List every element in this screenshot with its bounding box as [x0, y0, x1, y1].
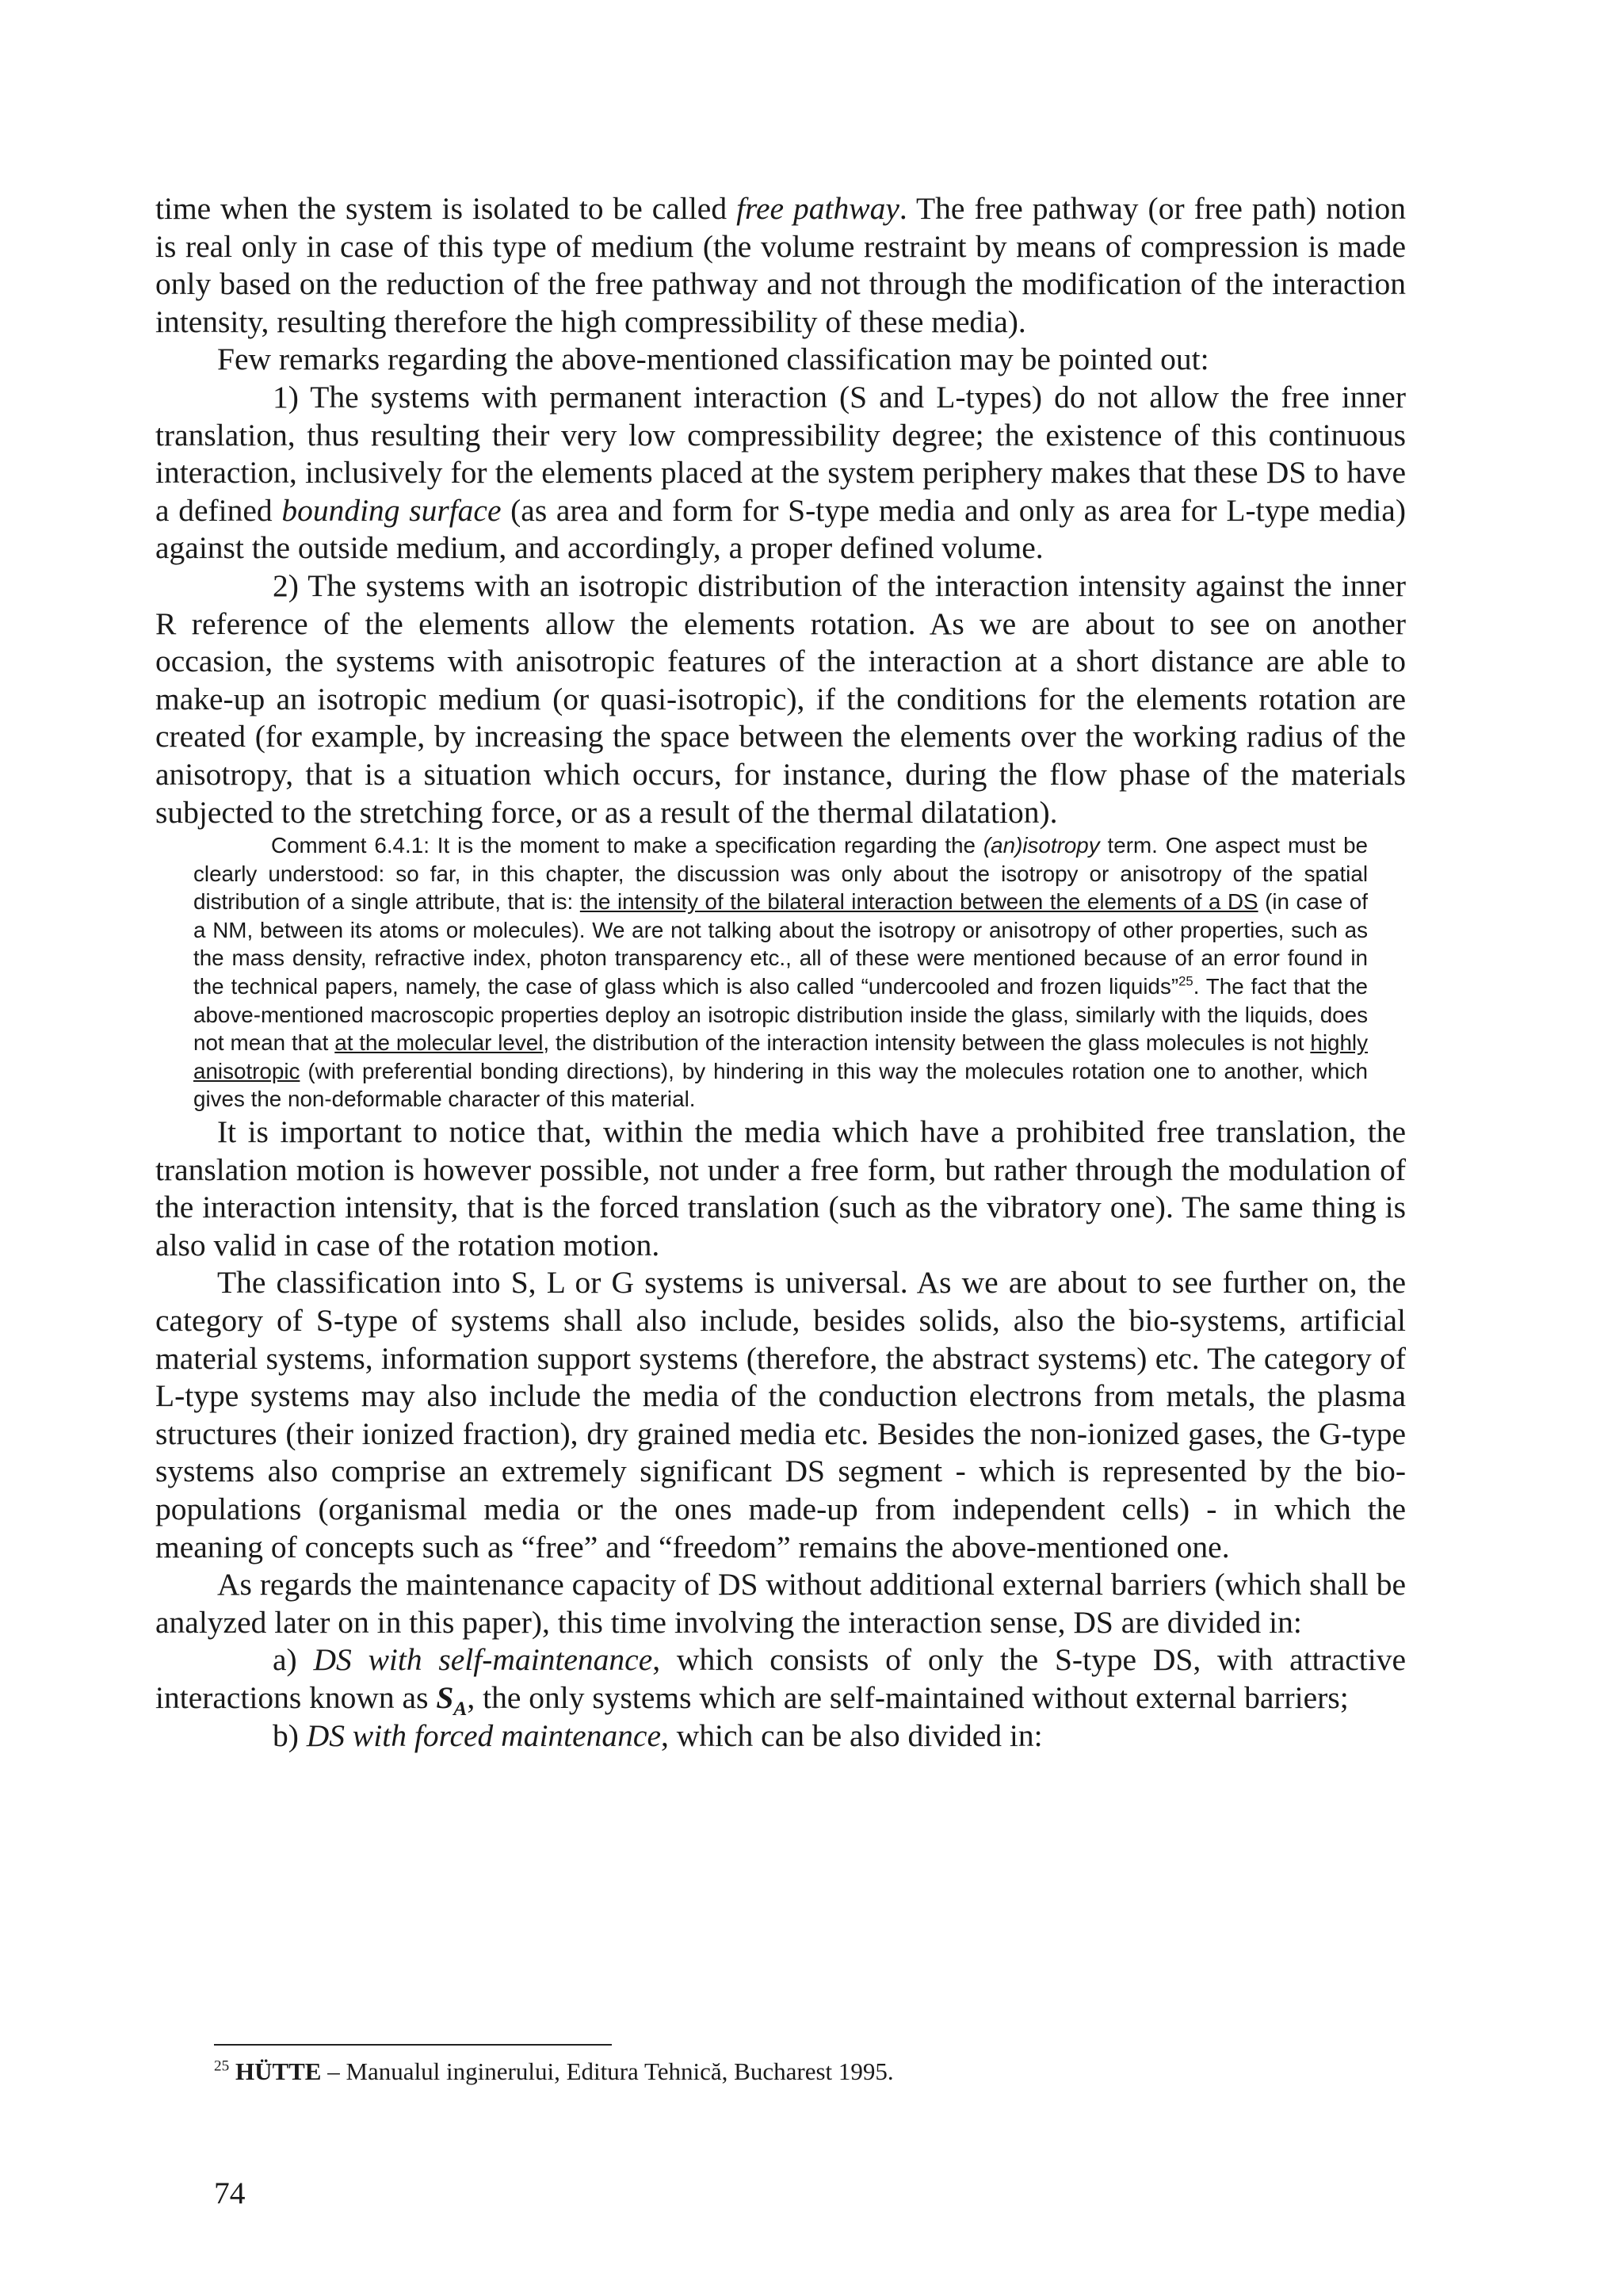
italic-term: bounding surface [281, 492, 502, 528]
page-body [155, 190, 1406, 1755]
paragraph-classification: The classification into S, L or G systems is universal. As we are about to see further on, the category of S-type of systems shall also include, besides solids, also the bio-systems, artificial material systems, information support systems (therefore, the abstract systems) etc. The category of L-type systems may also include the media of the conduction electrons from metals, the plasma structures (their ionized fraction), dry grained media etc. Besides the non-ionized gases, the G-type systems also comprise an extremely significant DS segment - which is represented by the bio-populations (organismal media or the ones made-up from independent cells) - in which the meaning of concepts such as “free” and “freedom” remains the above-mentioned one. [155, 1265, 1406, 1564]
text-run: , which consists of only the S-type DS, with attractive interactions known as [155, 1642, 1406, 1715]
text-run: . The fact that the above-mentioned macroscopic properties deploy an isotropic distribution inside the glass, similarly with the liquids, does not mean that [193, 974, 1368, 1056]
text-run: , which can be also divided in: [661, 1717, 1043, 1753]
italic-term: DS with forced maintenance [306, 1717, 661, 1753]
symbol-base: S [436, 1679, 454, 1715]
text-run: term. One aspect must be clearly understood: so far, in this chapter, the discussion was only about the isotropy or anisotropy of the spatial distribution of a single attribute, that is: [193, 833, 1368, 915]
text-run: (with preferential bonding directions), by hindering in this way the molecules rotation one to another, which gives the non-deformable character of this material. [193, 1058, 1368, 1112]
italic-term: (an)isotropy [983, 833, 1100, 858]
list-marker: b) [273, 1717, 307, 1753]
symbol-subscript: A [453, 1696, 468, 1720]
footnote-reference: 25 [1178, 973, 1193, 989]
footnote-text: – Manualul inginerului, Editura Tehnică, Bucharest 1995. [321, 2057, 894, 2085]
footnote-25 [214, 2056, 1403, 2088]
paragraph-remarks-intro: Few remarks regarding the above-mentioned classification may be pointed out: [217, 342, 1209, 377]
text-run: (as area and form for S-type media and only as area for L-type media) against the outside medium, and accordingly, a proper defined volume. [155, 492, 1406, 566]
comment-6-4-1 [193, 831, 1368, 1114]
paragraph-maintenance: As regards the maintenance capacity of DS without additional external barriers (which shall be analyzed later on in this paper), this time involving the interaction sense, DS are divided in: [155, 1567, 1406, 1640]
paragraph-self-maintenance [155, 1641, 1406, 1720]
paragraph-forced-translation: It is important to notice that, within the media which have a prohibited free translation, the translation motion is however possible, not under a free form, but rather through the modulation of the interaction intensity, that is the forced translation (such as the vibratory one). The same thing is also valid in case of the rotation motion. [155, 1114, 1406, 1263]
symbol-sa [436, 1679, 468, 1720]
page-number: 74 [214, 2176, 246, 2210]
list-marker: a) [273, 1642, 314, 1678]
footnote-title: HÜTTE [235, 2057, 322, 2085]
text-run: . The free pathway (or free path) notion is real only in case of this type of medium (the volume restraint by means of compression is made only based on the reduction of the free pathway and not through the modification of the interaction intensity, resulting therefore the high compressibility of these media). [155, 191, 1407, 339]
text-run: (in case of a NM, between its atoms or molecules). We are not talking about the isotropy or anisotropy of other properties, such as the mass density, refractive index, photon transparency etc., all of these were mentioned because of an error found in the technical papers, namely, the case of glass which is also called “undercooled and frozen liquids” [193, 889, 1368, 999]
italic-term: free pathway [736, 191, 899, 226]
paragraph-free-pathway [155, 190, 1406, 341]
text-run: , the only systems which are self-maintained without external barriers; [467, 1679, 1349, 1715]
underlined-phrase: at the molecular level [334, 1030, 544, 1056]
paragraph-remark-2: 2) The systems with an isotropic distribution of the interaction intensity against the inner R reference of the elements allow the elements rotation. As we are about to see on another occasion, the systems with anisotropic features of the interaction at a short distance are able to make-up an isotropic medium (or quasi-isotropic), if the conditions for the elements rotation are created (for example, by increasing the space between the elements over the working radius of the anisotropy, that is a situation which occurs, for instance, during the flow phase of the materials subjected to the stretching force, or as a result of the thermal dilatation). [155, 567, 1406, 830]
text-run: 1) The systems with permanent interaction (S and L-types) do not allow the free inner translation, thus resulting their very low compressibility degree; the existence of this continuous interaction, inclusively for the elements placed at the system periphery makes that these DS to have a defined [155, 379, 1406, 528]
paragraph-remark-1 [155, 379, 1406, 567]
underlined-phrase: the intensity of the bilateral interaction between the elements of a DS [579, 889, 1258, 915]
footnote-divider [214, 2044, 612, 2046]
footnote-number: 25 [214, 2057, 230, 2075]
text-run: Comment 6.4.1: It is the moment to make a specification regarding the [271, 833, 983, 858]
italic-term: DS with self-maintenance [313, 1642, 653, 1678]
text-run: , the distribution of the interaction intensity between the glass molecules is not [543, 1030, 1311, 1056]
text-run: time when the system is isolated to be called [155, 191, 737, 226]
underlined-phrase: highly anisotropic [193, 1030, 1368, 1083]
paragraph-forced-maintenance [155, 1717, 1406, 1755]
